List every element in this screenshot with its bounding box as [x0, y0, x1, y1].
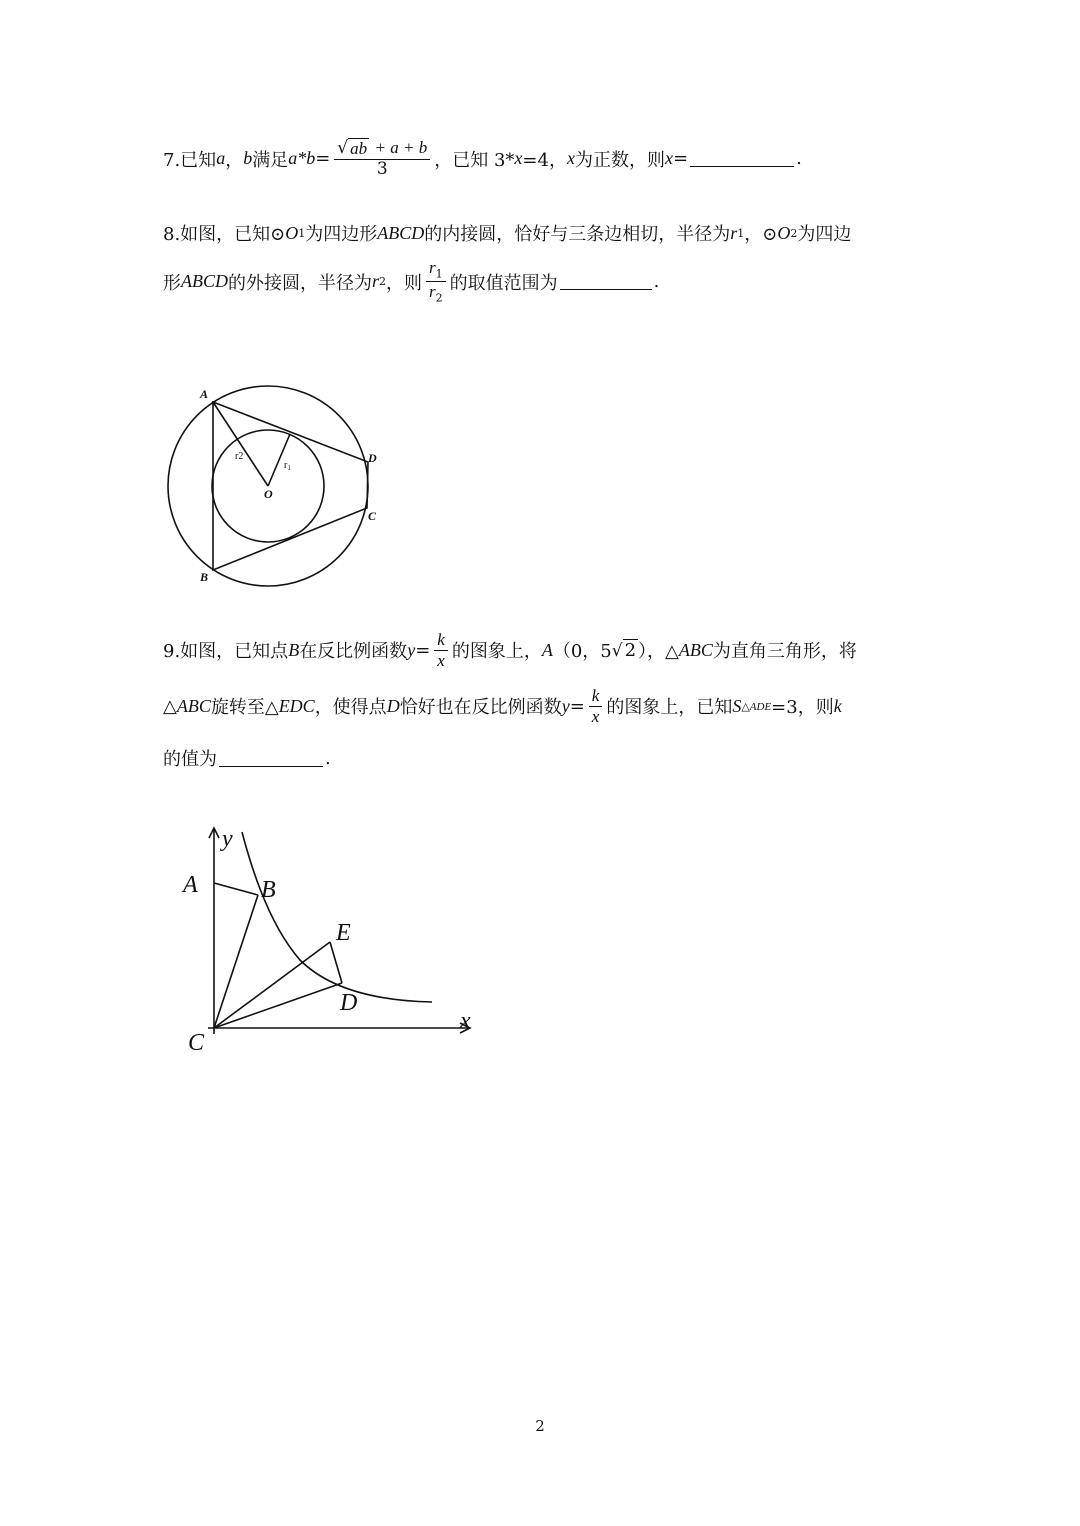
q8-frac-den-sub: 2 [435, 291, 443, 305]
q8-frac-den: r [429, 282, 436, 302]
q9-line1-tail: 为直角三角形，将 [712, 641, 857, 663]
q7-b: b [243, 148, 253, 169]
q7-satisfy: 满足 [252, 149, 289, 171]
q9-k1: k [434, 630, 448, 651]
question-9-line-3 [163, 745, 331, 771]
q9-abc1: ABC [678, 639, 713, 660]
q8-fraction [426, 258, 446, 305]
label-c: C [368, 509, 377, 523]
radius-r2 [213, 402, 268, 486]
q9-k3: k [833, 695, 842, 716]
q8-r1-sub: 1 [737, 226, 745, 240]
label-d: D [368, 451, 377, 465]
q7-x1: x [514, 148, 523, 169]
label-r1-sub: 1 [287, 464, 291, 472]
q9-b: B [288, 639, 300, 660]
q8-r1: r [730, 222, 738, 243]
q9-line1-mid: 在反比例函数 [299, 641, 408, 663]
q8-o2-sub: 2 [790, 226, 798, 240]
q7-op-lhs: a*b [288, 148, 316, 169]
hyperbola [242, 832, 432, 1002]
q9-s-sub: △ADE [741, 700, 772, 713]
q8-abcd2: ABCD [181, 271, 228, 292]
label-r2: r2 [235, 451, 244, 462]
q9-sqrt: √ 2 [611, 640, 637, 662]
quadrilateral-abcd [213, 402, 368, 570]
q7-eq-end: = [672, 148, 689, 170]
q8-line1-prefix: 8.如图，已知⊙ [163, 224, 286, 245]
q8-answer-blank[interactable] [560, 273, 652, 290]
q9-coord-open: （0，5 [552, 641, 612, 663]
segment-ce [214, 942, 330, 1028]
q8-o1-sub: 1 [298, 226, 306, 240]
q9-d: D [386, 695, 400, 716]
q9-abc2: ABC [176, 695, 211, 716]
q9-line1-mid2: 的图象上， [451, 641, 542, 663]
q8-line2-then: ，则 [386, 272, 423, 294]
question-8-line-2 [163, 258, 659, 305]
segment-ab [214, 883, 258, 895]
question-9-line-2 [163, 686, 842, 726]
q9-line1-prefix: 9.如图，已知点 [163, 641, 289, 663]
q9-frac-1 [434, 630, 448, 670]
q8-line2-mid: 的外接圆，半径为 [228, 272, 372, 294]
q9-figure [170, 820, 490, 1060]
q7-den: 3 [376, 158, 388, 179]
q8-line1-end2: 为四边 [797, 224, 852, 245]
q7-sep: ， [225, 149, 244, 171]
segment-dc [214, 983, 342, 1028]
q8-line1-mid: 为四边形 [305, 224, 378, 245]
q9-end: . [325, 747, 331, 769]
q8-abcd1: ABCD [377, 222, 425, 243]
q7-eq4: =4， [522, 149, 567, 171]
q9-line2-mid4: 的图象上，已知 [606, 697, 733, 719]
q7-num-sqrt: ab [350, 139, 368, 158]
q9-line2-prefix: △ [163, 695, 177, 717]
q9-eq2: = [569, 695, 585, 717]
q7-positive: 为正数，则 [574, 149, 665, 171]
q7-x2: x [566, 148, 575, 169]
q9-sqrt-val: 2 [624, 640, 637, 662]
q8-figure [160, 380, 390, 600]
q8-r2: r [372, 271, 380, 292]
q7-fraction: √ ab + a + b 3 [334, 138, 430, 179]
segment-bc [214, 895, 258, 1028]
label-d: D [340, 990, 358, 1016]
q7-a: a [216, 148, 226, 169]
q9-a: A [541, 639, 553, 660]
q8-end: . [653, 271, 660, 293]
q7-num-rest: + a + b [374, 138, 428, 157]
question-8-line-1 [163, 220, 851, 246]
label-a: A [183, 872, 198, 898]
q7-x3: x [664, 148, 673, 169]
label-a: A [200, 387, 209, 401]
q9-x1: x [437, 650, 445, 670]
q9-eq1: = [415, 639, 431, 661]
label-b: B [261, 877, 276, 903]
page-number: 2 [535, 1417, 545, 1435]
q8-o1: O [285, 222, 299, 243]
label-e: E [336, 920, 351, 946]
label-b: B [200, 570, 209, 584]
label-r1 [284, 460, 291, 472]
q8-line2-tail: 的取值范围为 [449, 272, 558, 294]
q8-r2-sub: 2 [379, 275, 387, 289]
label-c: C [188, 1030, 205, 1056]
q9-x2: x [591, 706, 600, 726]
q8-frac-num-sub: 1 [435, 267, 443, 281]
q9-frac-2 [589, 686, 603, 726]
q9-coord-close: ），△ [638, 641, 679, 663]
q7-answer-blank[interactable] [690, 150, 794, 167]
q9-y1: y [407, 639, 416, 660]
label-r1-main: r [284, 460, 288, 471]
question-7 [163, 138, 802, 179]
q7-given: ，已知 3* [434, 149, 515, 171]
q9-y2: y [561, 695, 570, 716]
q9-answer-blank[interactable] [219, 750, 323, 767]
segment-ed [330, 942, 342, 983]
q8-line1-end: ，⊙ [744, 224, 778, 245]
label-x-axis: x [460, 1008, 471, 1034]
q8-o2: O [777, 222, 791, 243]
q9-s: S [732, 695, 742, 716]
q9-line2-mid3: 恰好也在反比例函数 [399, 697, 562, 719]
q9-line3: 的值为 [163, 749, 217, 770]
label-y-axis: y [222, 826, 233, 852]
q7-eq: = [315, 148, 331, 170]
q9-k2: k [589, 686, 603, 707]
q9-line2-mid2: ，使得点 [314, 697, 387, 719]
q9-eq3: =3，则 [771, 697, 834, 719]
label-o: O [264, 487, 273, 501]
q7-end: . [796, 148, 802, 170]
q7-prefix: 7.已知 [163, 149, 217, 171]
q9-line2-mid: 旋转至△ [210, 697, 279, 719]
q9-edc: EDC [278, 695, 315, 716]
q8-frac-num: r [429, 258, 436, 277]
question-9-line-1 [163, 630, 857, 670]
q8-line2-prefix: 形 [163, 272, 181, 294]
q8-line1-tail: 的内接圆，恰好与三条边相切，半径为 [424, 224, 731, 245]
